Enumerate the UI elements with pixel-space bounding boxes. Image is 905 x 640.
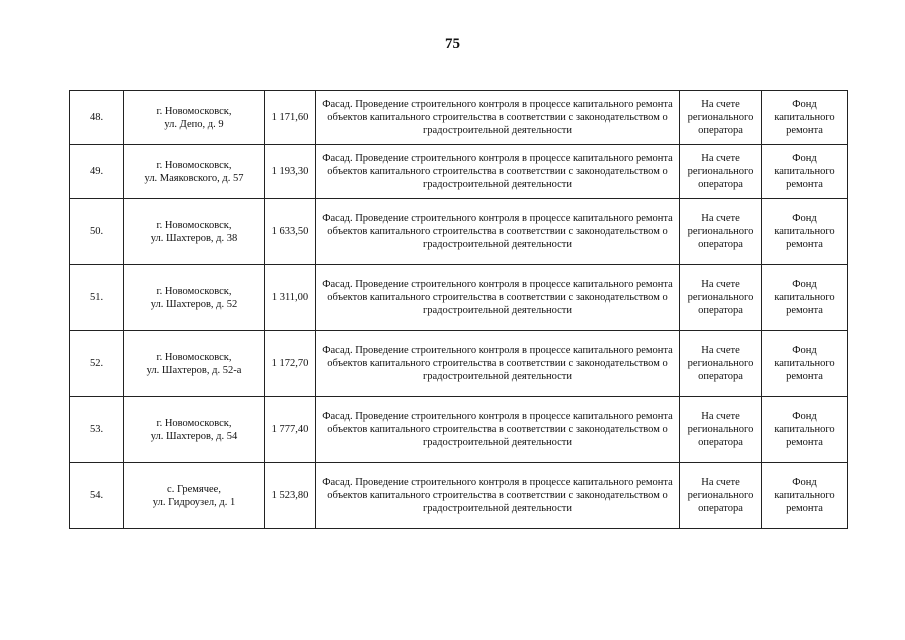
table-row [70, 145, 848, 199]
register-table [69, 90, 848, 529]
area-cell: 1 777,40 [265, 397, 316, 463]
address-cell [124, 199, 265, 265]
account-cell [680, 91, 762, 145]
work-description: Фасад. Проведение строительного контроля в процессе капитального ремонта объектов капитального строительства в соответствии с законодательством о градостроительной деятельности [316, 397, 680, 463]
fund-line: ремонта [786, 305, 823, 316]
account-line: регионального [687, 490, 754, 501]
fund-line: капитального [774, 112, 835, 123]
fund-line: Фонд [792, 477, 817, 488]
address-cell [124, 91, 265, 145]
account-line: оператора [698, 305, 743, 316]
address-cell [124, 265, 265, 331]
work-description: Фасад. Проведение строительного контроля в процессе капитального ремонта объектов капитального строительства в соответствии с законодательством о градостроительной деятельности [316, 265, 680, 331]
fund-line: капитального [774, 490, 835, 501]
account-cell [680, 331, 762, 397]
account-line: На счете [701, 213, 740, 224]
area-cell: 1 171,60 [265, 91, 316, 145]
fund-line: Фонд [792, 213, 817, 224]
fund-cell [762, 463, 848, 529]
account-cell [680, 463, 762, 529]
area-cell: 1 193,30 [265, 145, 316, 199]
fund-line: капитального [774, 226, 835, 237]
fund-line: ремонта [786, 125, 823, 136]
fund-line: капитального [774, 358, 835, 369]
page-number: 75 [445, 36, 460, 52]
account-line: На счете [701, 279, 740, 290]
fund-cell [762, 265, 848, 331]
area-cell: 1 523,80 [265, 463, 316, 529]
fund-line: капитального [774, 166, 835, 177]
row-number: 51. [70, 265, 124, 331]
table-row [70, 463, 848, 529]
row-number: 49. [70, 145, 124, 199]
fund-cell [762, 397, 848, 463]
account-line: регионального [687, 166, 754, 177]
table-row [70, 91, 848, 145]
account-line: регионального [687, 424, 754, 435]
account-line: оператора [698, 503, 743, 514]
area-cell: 1 311,00 [265, 265, 316, 331]
fund-line: капитального [774, 424, 835, 435]
address-line: г. Новомосковск, [156, 219, 232, 231]
account-line: На счете [701, 411, 740, 422]
table-row [70, 331, 848, 397]
fund-line: ремонта [786, 179, 823, 190]
account-line: оператора [698, 239, 743, 250]
fund-cell [762, 199, 848, 265]
address-cell [124, 331, 265, 397]
fund-line: ремонта [786, 503, 823, 514]
table-row [70, 397, 848, 463]
address-line: ул. Гидроузел, д. 1 [152, 496, 236, 508]
fund-line: ремонта [786, 371, 823, 382]
address-line: г. Новомосковск, [156, 417, 232, 429]
work-description: Фасад. Проведение строительного контроля в процессе капитального ремонта объектов капитального строительства в соответствии с законодательством о градостроительной деятельности [316, 199, 680, 265]
address-line: г. Новомосковск, [156, 351, 232, 363]
address-line: г. Новомосковск, [156, 285, 232, 297]
fund-line: ремонта [786, 239, 823, 250]
address-cell [124, 145, 265, 199]
address-line: ул. Шахтеров, д. 54 [150, 430, 238, 442]
account-cell [680, 199, 762, 265]
address-line: ул. Шахтеров, д. 52-а [146, 364, 242, 376]
account-line: регионального [687, 226, 754, 237]
account-cell [680, 397, 762, 463]
account-line: На счете [701, 99, 740, 110]
address-cell [124, 463, 265, 529]
address-line: ул. Депо, д. 9 [164, 118, 224, 130]
account-cell [680, 145, 762, 199]
row-number: 53. [70, 397, 124, 463]
row-number: 52. [70, 331, 124, 397]
account-line: оператора [698, 125, 743, 136]
account-line: регионального [687, 112, 754, 123]
account-line: На счете [701, 153, 740, 164]
account-line: оператора [698, 437, 743, 448]
fund-cell [762, 91, 848, 145]
address-line: г. Новомосковск, [156, 105, 232, 117]
account-cell [680, 265, 762, 331]
area-cell: 1 633,50 [265, 199, 316, 265]
account-line: оператора [698, 371, 743, 382]
address-line: г. Новомосковск, [156, 159, 232, 171]
account-line: регионального [687, 358, 754, 369]
address-line: с. Гремячее, [167, 483, 221, 495]
fund-cell [762, 331, 848, 397]
fund-line: Фонд [792, 153, 817, 164]
fund-line: Фонд [792, 411, 817, 422]
fund-line: Фонд [792, 345, 817, 356]
account-line: регионального [687, 292, 754, 303]
account-line: оператора [698, 179, 743, 190]
work-description: Фасад. Проведение строительного контроля в процессе капитального ремонта объектов капитального строительства в соответствии с законодательством о градостроительной деятельности [316, 331, 680, 397]
table-row [70, 199, 848, 265]
fund-cell [762, 145, 848, 199]
account-line: На счете [701, 345, 740, 356]
fund-line: Фонд [792, 99, 817, 110]
account-line: На счете [701, 477, 740, 488]
fund-line: Фонд [792, 279, 817, 290]
address-cell [124, 397, 265, 463]
fund-line: ремонта [786, 437, 823, 448]
address-line: ул. Шахтеров, д. 52 [150, 298, 238, 310]
work-description: Фасад. Проведение строительного контроля в процессе капитального ремонта объектов капитального строительства в соответствии с законодательством о градостроительной деятельности [316, 91, 680, 145]
address-line: ул. Шахтеров, д. 38 [150, 232, 238, 244]
area-cell: 1 172,70 [265, 331, 316, 397]
fund-line: капитального [774, 292, 835, 303]
row-number: 48. [70, 91, 124, 145]
work-description: Фасад. Проведение строительного контроля в процессе капитального ремонта объектов капитального строительства в соответствии с законодательством о градостроительной деятельности [316, 463, 680, 529]
work-description: Фасад. Проведение строительного контроля в процессе капитального ремонта объектов капитального строительства в соответствии с законодательством о градостроительной деятельности [316, 145, 680, 199]
row-number: 50. [70, 199, 124, 265]
row-number: 54. [70, 463, 124, 529]
address-line: ул. Маяковского, д. 57 [144, 172, 244, 184]
table-row [70, 265, 848, 331]
